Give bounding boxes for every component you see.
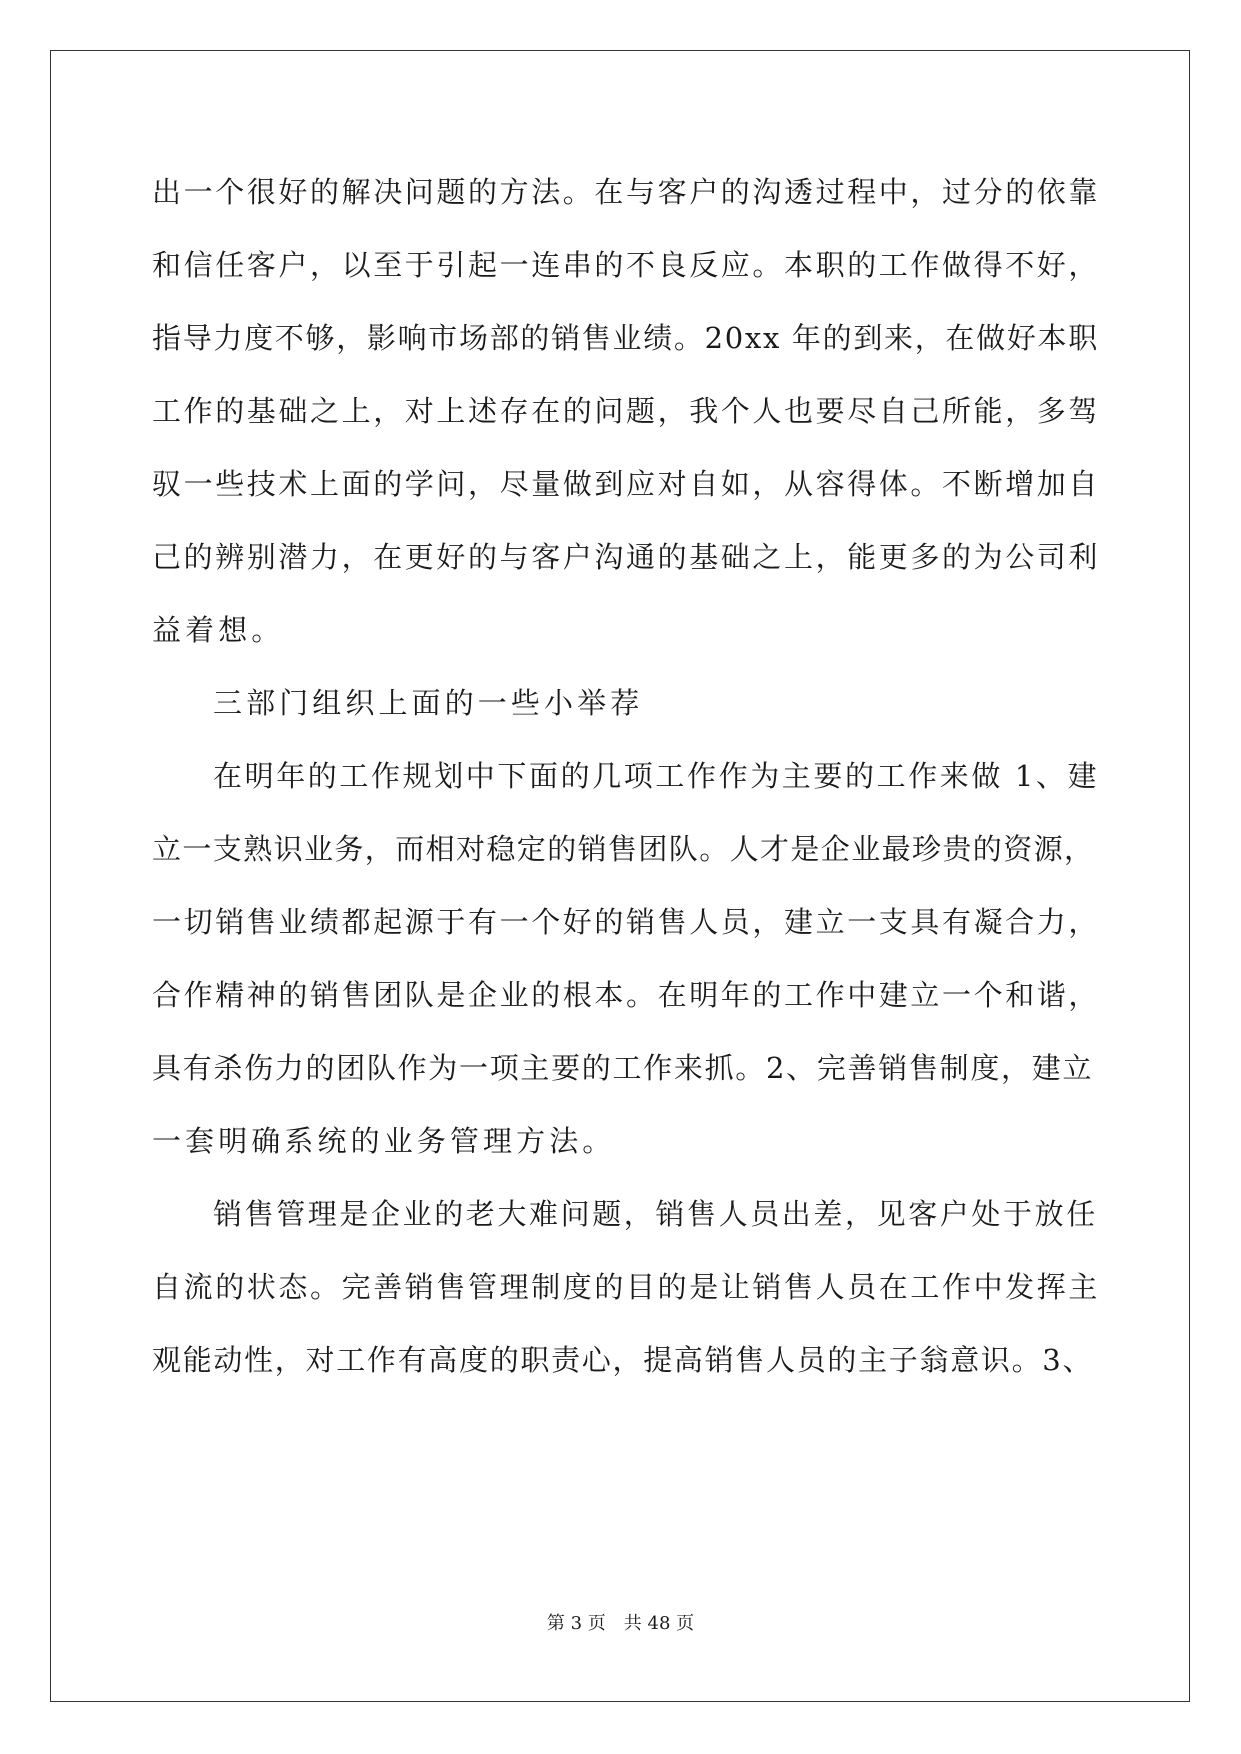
text-line: 工作的基础之上，对上述存在的问题，我个人也要尽自己所能，多驾 [152,394,1101,428]
text-line: 一套明确系统的业务管理方法。 [152,1124,616,1158]
section-heading: 三部门组织上面的一些小举荐 [213,686,644,720]
page-number: 第 3 页 [546,1613,606,1634]
text-line: 立一支熟识业务，而相对稳定的销售团队。人才是企业最珍贵的资源， [152,832,1095,866]
text-line: 观能动性，对工作有高度的职责心，提高销售人员的主子翁意识。3、 [152,1343,1094,1377]
text-line: 和信任客户，以至于引起一连串的不良反应。本职的工作做得不好， [152,248,1101,282]
text-line: 具有杀伤力的团队作为一项主要的工作来抓。2、完善销售制度，建立 [152,1051,1094,1085]
page-border [50,50,1190,1702]
text-line: 出一个很好的解决问题的方法。在与客户的沟透过程中，过分的依靠 [152,175,1101,209]
text-line: 自流的状态。完善销售管理制度的目的是让销售人员在工作中发挥主 [152,1270,1101,1304]
text-line: 合作精神的销售团队是企业的根本。在明年的工作中建立一个和谐， [152,978,1101,1012]
text-line: 销售管理是企业的老大难问题，销售人员出差，见客户处于放任 [213,1197,1098,1231]
text-line: 指导力度不够，影响市场部的销售业绩。20xx 年的到来，在做好本职 [152,321,1099,355]
text-line: 己的辨别潜力，在更好的与客户沟通的基础之上，能更多的为公司利 [152,540,1101,574]
text-line: 在明年的工作规划中下面的几项工作作为主要的工作来做 1、建 [213,759,1100,793]
text-line: 一切销售业绩都起源于有一个好的销售人员，建立一支具有凝合力， [152,905,1101,939]
text-line: 驭一些技术上面的学问，尽量做到应对自如，从容得体。不断增加自 [152,467,1101,501]
page-total: 共 48 页 [623,1613,695,1634]
text-line: 益着想。 [152,613,285,647]
page-footer [0,1612,1241,1636]
